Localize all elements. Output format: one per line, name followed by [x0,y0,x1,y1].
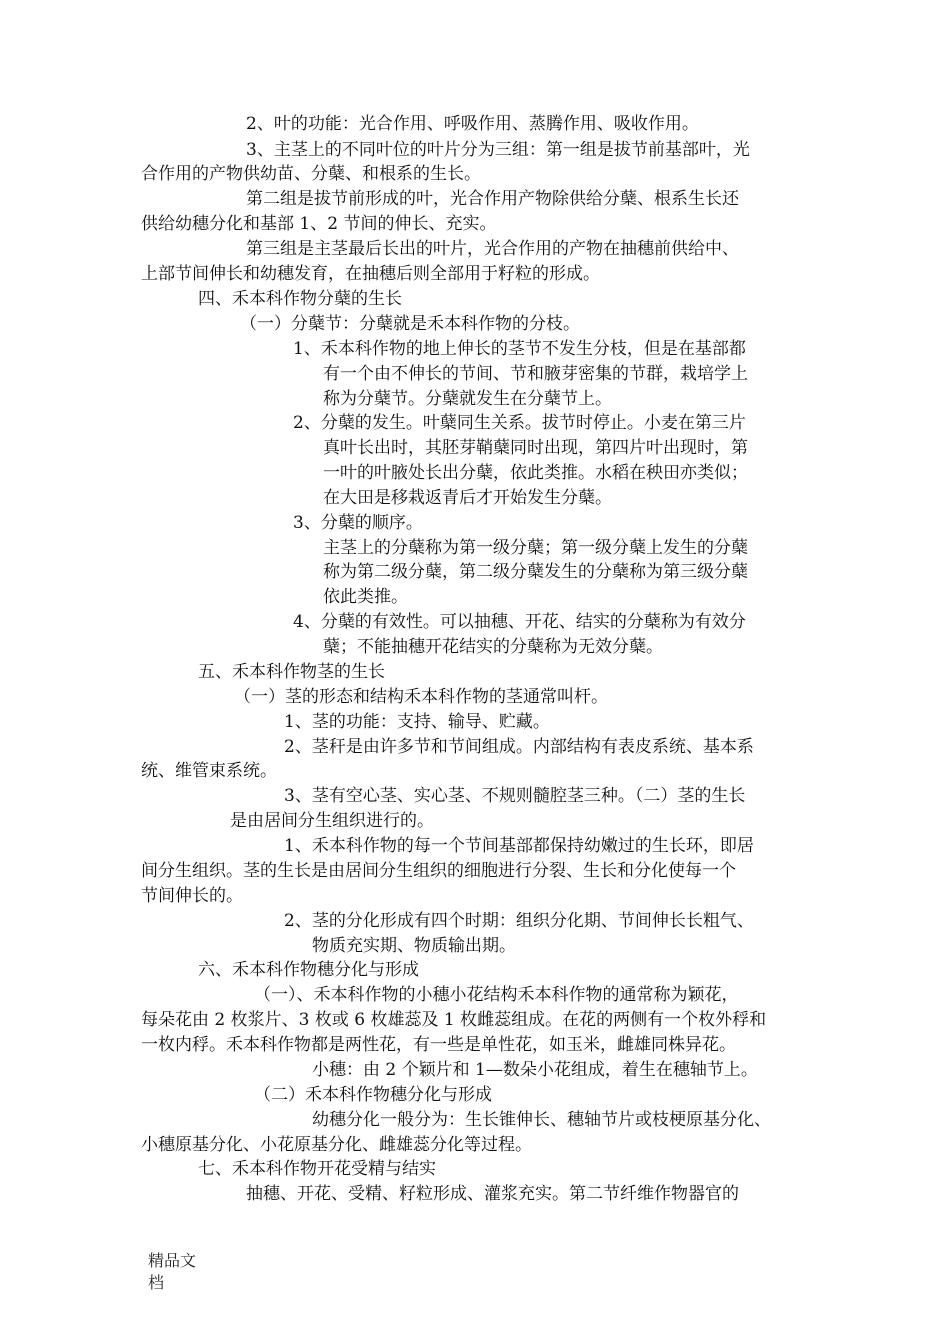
footer-line-1: 精品文 [148,1251,197,1270]
text-line: 统、维管束系统。 [141,761,277,781]
text-line: 抽穗、开花、受精、籽粒形成、灌浆充实。第二节纤维作物器官的 [246,1184,739,1204]
text-line: 3、分蘖的顺序。 [293,513,423,533]
section-heading: 六、禾本科作物穗分化与形成 [198,960,419,980]
text-line: 3、茎有空心茎、实心茎、不规则髓腔茎三种。（二）茎的生长 [284,786,746,806]
text-line: 节间伸长的。 [141,886,243,906]
text-line: 依此类推。 [323,587,408,607]
text-line: 2、分蘖的发生。叶蘖同生关系。拔节时停止。小麦在第三片 [293,413,746,433]
text-line: 3、主茎上的不同叶位的叶片分为三组：第一组是拔节前基部叶，光 [246,140,750,160]
text-line: 间分生组织。茎的生长是由居间分生组织的细胞进行分裂、生长和分化使每一个 [141,861,736,881]
subsection-heading: （一）、禾本科作物的小穗小花结构禾本科作物的通常称为颖花， [254,985,739,1005]
text-line: 称为分蘖节。分蘖就发生在分蘖节上。 [323,389,612,409]
text-line: 称为第二级分蘖，第二级分蘖发生的分蘖称为第三级分蘖 [323,562,748,582]
text-line: 真叶长出时，其胚芽鞘蘖同时出现，第四片叶出现时，第 [323,438,748,458]
text-line: 第三组是主茎最后长出的叶片，光合作用的产物在抽穗前供给中、 [246,239,739,259]
page-footer [148,1250,196,1294]
text-line: 1、茎的功能：支持、输导、贮藏。 [284,712,550,732]
text-line: 供给幼穗分化和基部 1、2 节间的伸长、充实。 [141,214,497,234]
text-line: 蘖；不能抽穗开花结实的分蘖称为无效分蘖。 [323,637,663,657]
text-line: 每朵花由 2 枚浆片、3 枚或 6 枚雄蕊及 1 枚雌蕊组成。在花的两侧有一个枚外稃和 [141,1010,767,1030]
subsection-heading: （一）分蘖节：分蘖就是禾本科作物的分枝。 [240,314,580,334]
text-line: 主茎上的分蘖称为第一级分蘖；第一级分蘖上发生的分蘖 [323,538,748,558]
text-line: 1、禾本科作物的地上伸长的茎节不发生分枝，但是在基部都 [293,339,746,359]
text-line: 第二组是拔节前形成的叶，光合作用产物除供给分蘖、根系生长还 [246,189,739,209]
text-line: 是由居间分生组织进行的。 [230,811,434,831]
text-line: 小穗：由 2 个颖片和 1—数朵小花组成，着生在穗轴节上。 [312,1060,758,1080]
subsection-heading: （一）茎的形态和结构禾本科作物的茎通常叫杆。 [234,687,608,707]
section-heading: 七、禾本科作物开花受精与结实 [198,1159,436,1179]
text-line: 有一个由不伸长的节间、节和腋芽密集的节群，栽培学上 [323,364,748,384]
text-line: 1、禾本科作物的每一个节间基部都保持幼嫩过的生长环，即居 [284,836,754,856]
text-line: 一枚内稃。禾本科作物都是两性花，有一些是单性花，如玉米，雌雄同株异花。 [141,1035,736,1055]
text-line: 小穗原基分化、小花原基分化、雌雄蕊分化等过程。 [141,1135,532,1155]
subsection-heading: （二）禾本科作物穗分化与形成 [254,1085,492,1105]
text-line: 4、分蘖的有效性。可以抽穗、开花、结实的分蘖称为有效分 [293,612,746,632]
text-line: 2、茎的分化形成有四个时期：组织分化期、节间伸长长粗气、 [284,911,754,931]
text-line: 2、茎秆是由许多节和节间组成。内部结构有表皮系统、基本系 [284,737,754,757]
footer-line-2: 档 [148,1273,165,1292]
section-heading: 五、禾本科作物茎的生长 [198,662,385,682]
text-line: 上部节间伸长和幼穗发育，在抽穗后则全部用于籽粒的形成。 [141,264,600,284]
text-line: 2、叶的功能：光合作用、呼吸作用、蒸腾作用、吸收作用。 [246,114,699,134]
text-line: 物质充实期、物质输出期。 [312,936,516,956]
section-heading: 四、禾本科作物分蘖的生长 [198,289,402,309]
text-line: 在大田是移栽返青后才开始发生分蘖。 [323,488,612,508]
text-line: 合作用的产物供幼苗、分蘖、和根系的生长。 [141,164,481,184]
text-line: 一叶的叶腋处长出分蘖，依此类推。水稻在秧田亦类似； [323,463,748,483]
text-line: 幼穗分化一般分为：生长锥伸长、穗轴节片或枝梗原基分化、 [312,1110,771,1130]
